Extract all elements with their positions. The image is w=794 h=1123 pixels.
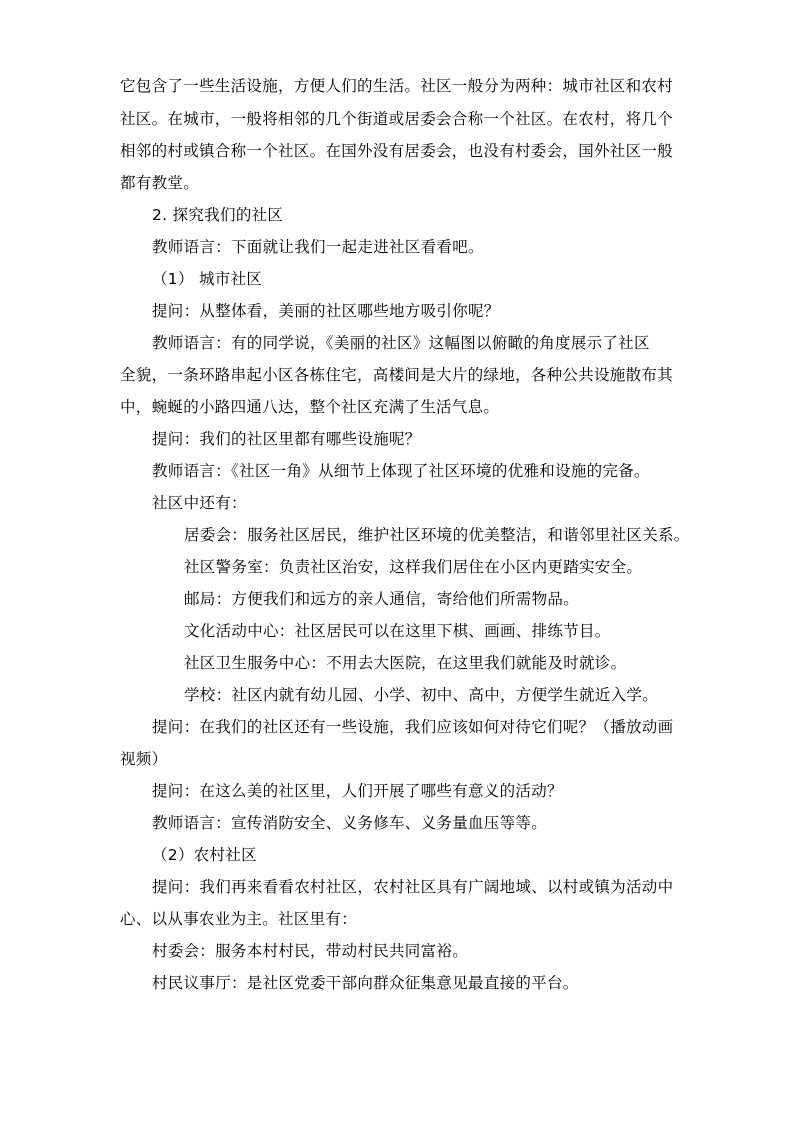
text-line: 提问：我们再来看看农村社区，农村社区具有广阔地域、以村或镇为活动中	[152, 878, 674, 896]
list-item: 居委会：服务社区居民，维护社区环境的优美整洁，和谐邻里社区关系。	[184, 526, 690, 544]
text-line: 提问：在我们的社区还有一些设施，我们应该如何对待它们呢？（播放动画	[152, 718, 674, 736]
text-line: 中，蜿蜒的小路四通八达，整个社区充满了生活气息。	[120, 398, 500, 416]
text-line: 都有教堂。	[120, 174, 200, 192]
section-heading: 2. 探究我们的社区	[152, 206, 284, 224]
text-line: 全貌，一条环路串起小区各栋住宅，高楼间是大片的绿地，各种公共设施散布其	[120, 366, 674, 384]
text-line: 它包含了一些生活设施，方便人们的生活。社区一般分为两种：城市社区和农村	[120, 77, 674, 95]
list-item: 社区警务室：负责社区治安，这样我们居住在小区内更踏实安全。	[184, 558, 643, 576]
list-item: 社区卫生服务中心：不用去大医院，在这里我们就能及时就诊。	[184, 654, 627, 672]
text-line: 教师语言：下面就让我们一起走进社区看看吧。	[152, 238, 484, 256]
text-line: 村民议事厅：是社区党委干部向群众征集意见最直接的平台。	[152, 974, 579, 992]
text-line: 提问：我们的社区里都有哪些设施呢？	[152, 430, 421, 448]
list-item: 文化活动中心：社区居民可以在这里下棋、画画、排练节目。	[184, 622, 611, 640]
text-line: 社区中还有：	[152, 494, 247, 512]
text-line: 提问：在这么美的社区里，人们开展了哪些有意义的活动？	[152, 782, 563, 800]
text-line: 村委会：服务本村村民，带动村民共同富裕。	[152, 942, 469, 960]
subsection-heading: （2）农村社区	[152, 846, 257, 864]
list-item: 邮局：方便我们和远方的亲人通信，寄给他们所需物品。	[184, 590, 580, 608]
text-line: 提问：从整体看，美丽的社区哪些地方吸引你呢？	[152, 302, 500, 320]
text-line: 相邻的村或镇合称一个社区。在国外没有居委会，也没有村委会，国外社区一般	[120, 142, 674, 160]
list-item: 学校：社区内就有幼儿园、小学、初中、高中，方便学生就近入学。	[184, 686, 659, 704]
subsection-heading: （1） 城市社区	[152, 270, 263, 288]
text-line: 教师语言：《社区一角》从细节上体现了社区环境的优雅和设施的完备。	[152, 462, 650, 480]
text-line: 社区。在城市，一般将相邻的几个街道或居委会合称一个社区。在农村，将几个	[120, 110, 674, 128]
text-line: 教师语言：宣传消防安全、义务修车、义务量血压等等。	[152, 814, 548, 832]
text-line: 心、以从事农业为主。社区里有：	[120, 910, 358, 928]
text-line: 视频）	[120, 750, 168, 768]
text-line: 教师语言：有的同学说，《美丽的社区》这幅图以俯瞰的角度展示了社区	[152, 334, 650, 352]
